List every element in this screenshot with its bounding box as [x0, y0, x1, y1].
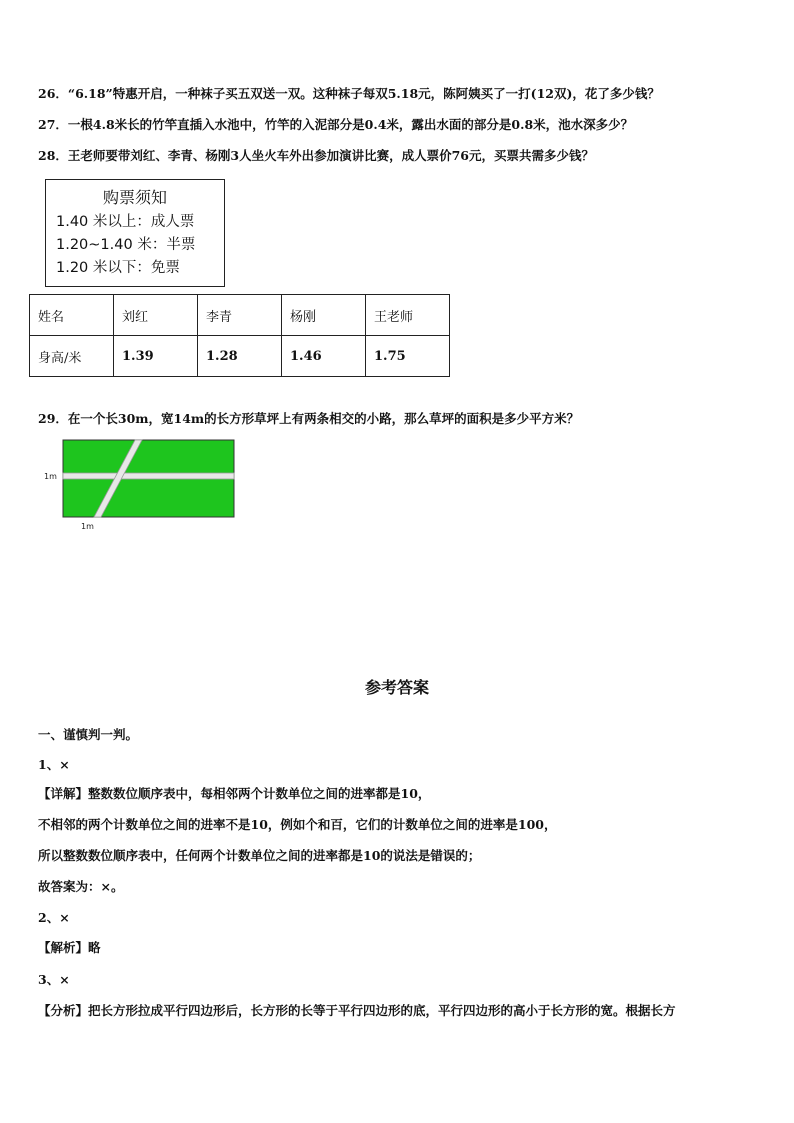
height-cell: 1.39	[114, 336, 198, 377]
table-row	[30, 295, 450, 336]
header-cell: 李青	[198, 295, 282, 336]
question-26: 26．“6.18”特惠开启，一种袜子买五双送一双。这种袜子每双5.18元，陈阿姨买了一打(12双)，花了多少钱？	[38, 86, 660, 101]
label-width-1m: 1m	[44, 472, 57, 481]
table-row	[30, 336, 450, 377]
row-label-cell: 身高/米	[30, 336, 114, 377]
ticket-notice-box	[45, 179, 225, 287]
answer-2-detail: 【解析】略	[38, 940, 101, 955]
header-cell: 刘红	[114, 295, 198, 336]
question-29: 29．在一个长30m，宽14m的长方形草坪上有两条相交的小路，那么草坪的面积是多少平方米？	[38, 411, 580, 426]
header-cell: 王老师	[366, 295, 450, 336]
notice-row-free: 1.20 米以下：免票	[56, 260, 180, 276]
notice-row-adult: 1.40 米以上：成人票	[56, 214, 195, 230]
header-cell: 杨刚	[282, 295, 366, 336]
height-cell: 1.75	[366, 336, 450, 377]
height-table	[29, 294, 450, 377]
lawn-diagram	[40, 434, 240, 534]
notice-title: 购票须知	[102, 188, 167, 207]
answer-1-detail-3: 所以整数数位顺序表中，任何两个计数单位之间的进率都是10的说法是错误的；	[38, 848, 481, 863]
horizontal-path	[63, 473, 234, 479]
answers-title: 参考答案	[364, 678, 429, 697]
answer-2: 2、×	[38, 910, 70, 925]
answer-1-detail-4: 故答案为：×。	[38, 879, 124, 894]
answer-3: 3、×	[38, 972, 70, 987]
notice-row-half: 1.20~1.40 米：半票	[56, 237, 196, 253]
answers-section-1: 一、谨慎判一判。	[38, 727, 139, 742]
answer-1: 1、×	[38, 757, 70, 772]
question-28: 28．王老师要带刘红、李青、杨刚3人坐火车外出参加演讲比赛，成人票价76元，买票共需多少钱？	[38, 148, 594, 163]
question-27: 27．一根4.8米长的竹竿直插入水池中，竹竿的入泥部分是0.4米，露出水面的部分是0.8米，池水深多少？	[38, 117, 634, 132]
answer-1-detail-2: 不相邻的两个计数单位之间的进率不是10，例如个和百，它们的计数单位之间的进率是100，	[38, 817, 557, 832]
answer-3-detail: 【分析】把长方形拉成平行四边形后，长方形的长等于平行四边形的底，平行四边形的高小于长方形的宽。根据长方	[38, 1003, 676, 1018]
answer-1-detail-1: 【详解】整数数位顺序表中，每相邻两个计数单位之间的进率都是10，	[38, 786, 431, 801]
label-path-1m: 1m	[81, 522, 94, 531]
header-cell: 姓名	[30, 295, 114, 336]
height-cell: 1.46	[282, 336, 366, 377]
height-cell: 1.28	[198, 336, 282, 377]
